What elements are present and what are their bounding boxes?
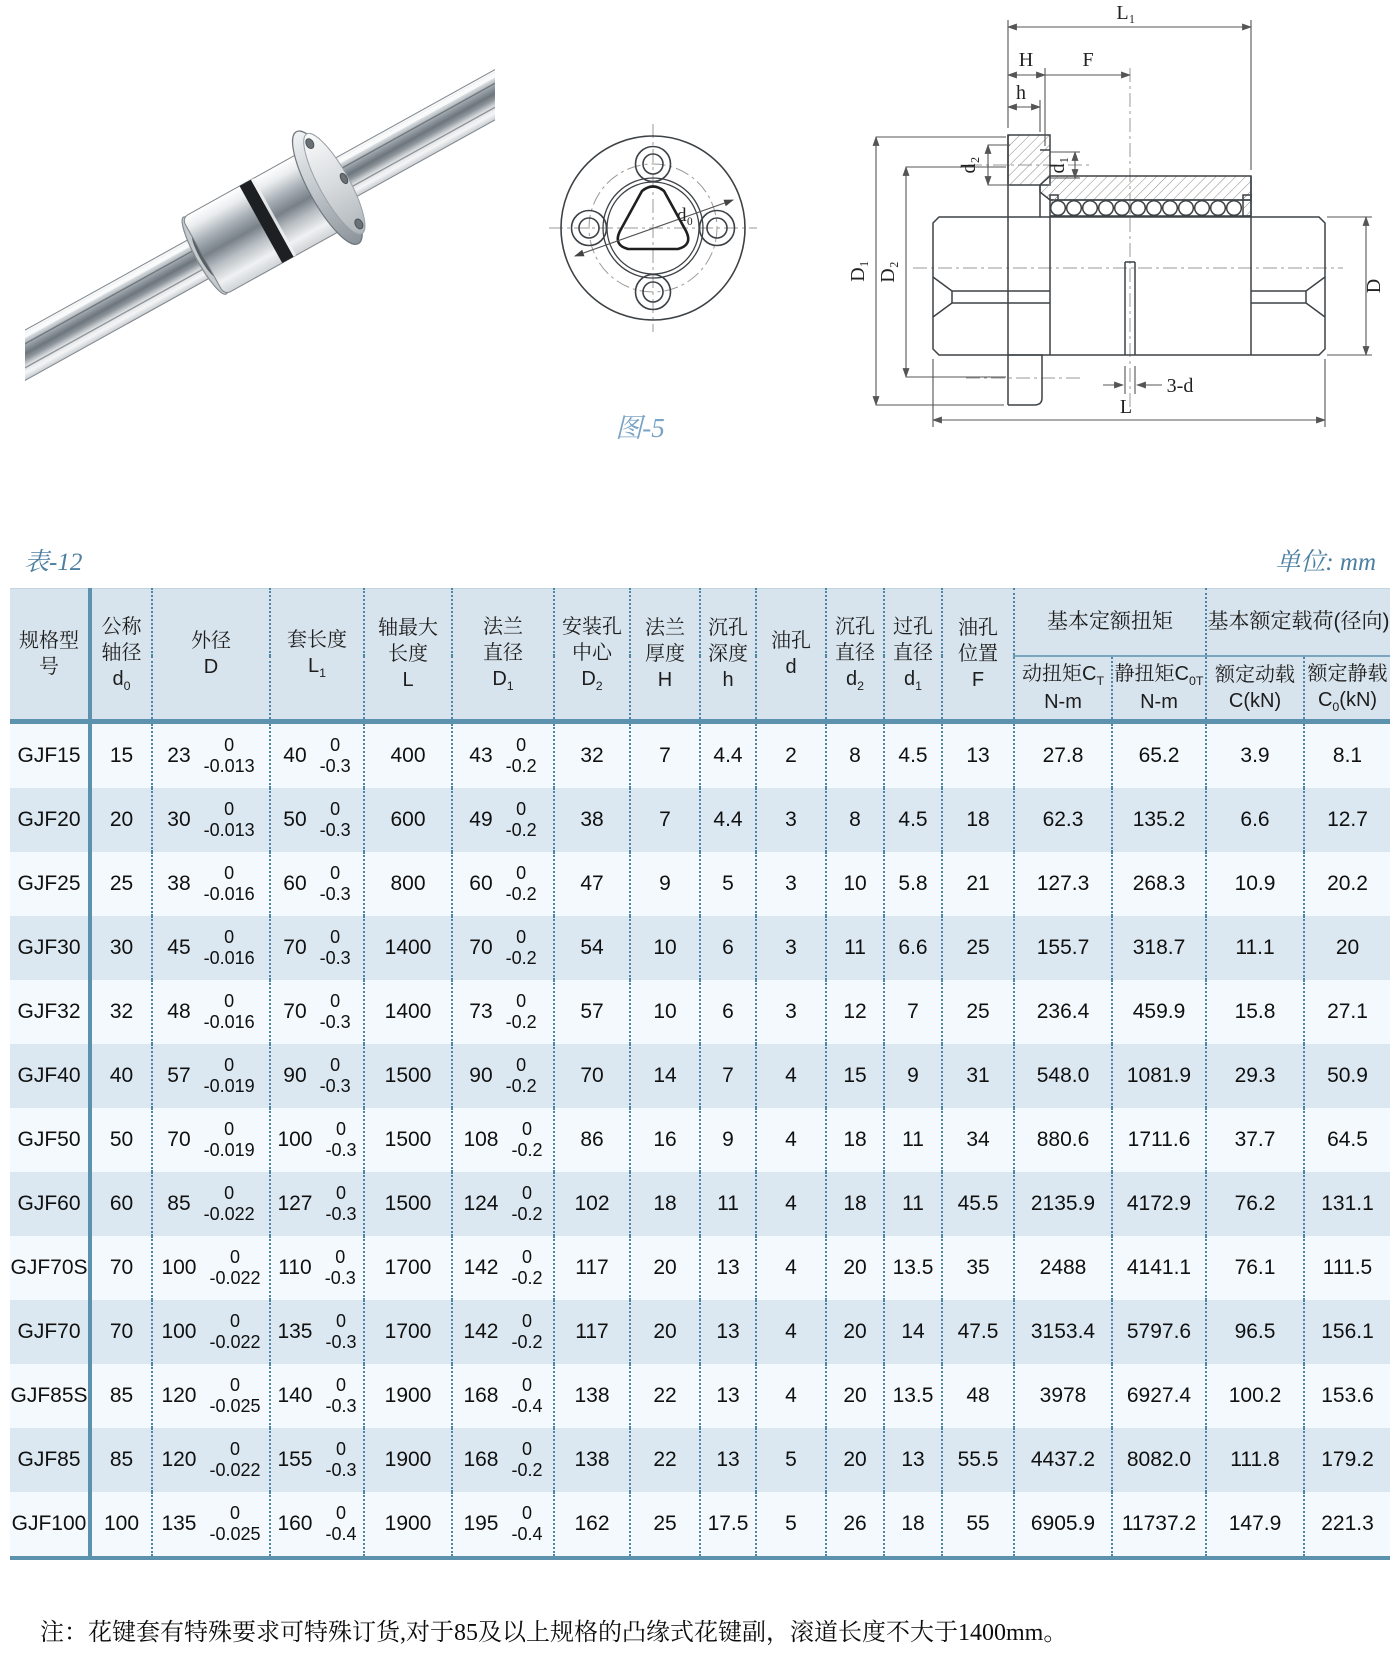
column-header-L: 轴最大 长度 L xyxy=(364,589,452,722)
cell-GJF70-C0: 156.1 xyxy=(1304,1300,1390,1364)
table-row-GJF30 xyxy=(10,916,1390,980)
table-row-GJF70S xyxy=(10,1236,1390,1300)
cell-GJF50-D1: 108 0 -0.2 xyxy=(452,1108,554,1172)
cell-GJF30-CT: 155.7 xyxy=(1014,916,1112,980)
cell-GJF30-C0T: 318.7 xyxy=(1112,916,1206,980)
table-row-GJF50 xyxy=(10,1108,1390,1172)
cell-GJF15-D1: 43 0 -0.2 xyxy=(452,722,554,789)
cell-GJF20-d: 3 xyxy=(756,788,826,852)
cell-GJF70-d2: 20 xyxy=(826,1300,884,1364)
table-row-GJF85 xyxy=(10,1428,1390,1492)
cell-GJF100-H: 25 xyxy=(630,1492,700,1558)
cell-GJF70S-CT: 2488 xyxy=(1014,1236,1112,1300)
cell-GJF25-L1: 60 0 -0.3 xyxy=(270,852,364,916)
table-row-GJF20 xyxy=(10,788,1390,852)
cell-GJF70S-D2: 117 xyxy=(554,1236,630,1300)
dim-label-d0: d₀ xyxy=(677,205,694,226)
cell-GJF50-L1: 100 0 -0.3 xyxy=(270,1108,364,1172)
cell-GJF50-D: 70 0 -0.019 xyxy=(152,1108,270,1172)
unit-label: 单位: mm xyxy=(1275,549,1376,576)
cell-GJF30-C: 11.1 xyxy=(1206,916,1304,980)
cell-GJF30-D1: 70 0 -0.2 xyxy=(452,916,554,980)
cell-GJF70-L1: 135 0 -0.3 xyxy=(270,1300,364,1364)
cell-GJF25-C0: 20.2 xyxy=(1304,852,1390,916)
cell-GJF100-C0T: 11737.2 xyxy=(1112,1492,1206,1558)
table-row-GJF100 xyxy=(10,1492,1390,1558)
cell-GJF32-H: 10 xyxy=(630,980,700,1044)
cell-GJF60-C0: 131.1 xyxy=(1304,1172,1390,1236)
column-header-L1: 套长度 $L_1$ xyxy=(270,589,364,722)
cell-GJF70-D2: 117 xyxy=(554,1300,630,1364)
centerlines xyxy=(913,68,1343,410)
cell-GJF15-D: 23 0 -0.013 xyxy=(152,722,270,789)
cell-GJF85-d: 5 xyxy=(756,1428,826,1492)
cell-GJF100-D2: 162 xyxy=(554,1492,630,1558)
cell-GJF40-C0T: 1081.9 xyxy=(1112,1044,1206,1108)
cell-GJF32-CT: 236.4 xyxy=(1014,980,1112,1044)
cell-GJF100-d: 5 xyxy=(756,1492,826,1558)
cell-GJF40-L: 1500 xyxy=(364,1044,452,1108)
cell-GJF85S-D: 120 0 -0.025 xyxy=(152,1364,270,1428)
cell-GJF85S-CT: 3978 xyxy=(1014,1364,1112,1428)
column-header-F: 油孔 位置 F xyxy=(942,589,1014,722)
cell-GJF70-d1: 14 xyxy=(884,1300,942,1364)
cell-GJF15-D2: 32 xyxy=(554,722,630,789)
cell-GJF70-D1: 142 0 -0.2 xyxy=(452,1300,554,1364)
cell-GJF40-d2: 15 xyxy=(826,1044,884,1108)
cell-GJF20-C0T: 135.2 xyxy=(1112,788,1206,852)
cell-GJF70S-d1: 13.5 xyxy=(884,1236,942,1300)
nut-section-hatch xyxy=(1040,176,1251,200)
cell-GJF70S-D: 100 0 -0.022 xyxy=(152,1236,270,1300)
cell-GJF85S-L: 1900 xyxy=(364,1364,452,1428)
cell-GJF32-d0: 32 xyxy=(90,980,152,1044)
cell-GJF85-D2: 138 xyxy=(554,1428,630,1492)
cell-GJF70-model: GJF70 xyxy=(10,1300,90,1364)
spec-table xyxy=(10,588,1390,1560)
group-header-0: 基本定额扭矩 xyxy=(1014,589,1206,657)
cell-GJF85-F: 55.5 xyxy=(942,1428,1014,1492)
cell-GJF15-h: 4.4 xyxy=(700,722,756,789)
cell-GJF25-h: 5 xyxy=(700,852,756,916)
front-view-drawing xyxy=(505,60,805,395)
cell-GJF60-d1: 11 xyxy=(884,1172,942,1236)
column-header-model: 规格型号 xyxy=(10,589,90,722)
cell-GJF70S-model: GJF70S xyxy=(10,1236,90,1300)
cell-GJF40-model: GJF40 xyxy=(10,1044,90,1108)
cell-GJF32-d: 3 xyxy=(756,980,826,1044)
cell-GJF85-d0: 85 xyxy=(90,1428,152,1492)
cell-GJF40-C0: 50.9 xyxy=(1304,1044,1390,1108)
cell-GJF85-CT: 4437.2 xyxy=(1014,1428,1112,1492)
cell-GJF50-L: 1500 xyxy=(364,1108,452,1172)
cell-GJF32-F: 25 xyxy=(942,980,1014,1044)
cell-GJF40-d0: 40 xyxy=(90,1044,152,1108)
cell-GJF85-C0: 179.2 xyxy=(1304,1428,1390,1492)
cell-GJF32-C0: 27.1 xyxy=(1304,980,1390,1044)
cell-GJF20-d0: 20 xyxy=(90,788,152,852)
column-header-d: 油孔 d xyxy=(756,589,826,722)
cell-GJF40-D1: 90 0 -0.2 xyxy=(452,1044,554,1108)
cell-GJF85-d2: 20 xyxy=(826,1428,884,1492)
cell-GJF30-model: GJF30 xyxy=(10,916,90,980)
photo-rotated-group xyxy=(25,40,495,390)
cell-GJF40-D: 57 0 -0.019 xyxy=(152,1044,270,1108)
cell-GJF70-D: 100 0 -0.022 xyxy=(152,1300,270,1364)
cell-GJF15-C0T: 65.2 xyxy=(1112,722,1206,789)
cell-GJF70S-d2: 20 xyxy=(826,1236,884,1300)
cell-GJF100-C: 147.9 xyxy=(1206,1492,1304,1558)
cell-GJF60-C: 76.2 xyxy=(1206,1172,1304,1236)
table-label: 表-12 xyxy=(24,549,83,576)
cell-GJF60-h: 11 xyxy=(700,1172,756,1236)
dim-label-h: h xyxy=(1016,82,1026,104)
cell-GJF70-CT: 3153.4 xyxy=(1014,1300,1112,1364)
cell-GJF50-C0: 64.5 xyxy=(1304,1108,1390,1172)
dim-label-d2: d₂ xyxy=(958,156,980,174)
cell-GJF100-D: 135 0 -0.025 xyxy=(152,1492,270,1558)
dim-label-F: F xyxy=(1082,49,1094,71)
oil-port-boss xyxy=(1008,135,1050,185)
cell-GJF85S-h: 13 xyxy=(700,1364,756,1428)
cell-GJF25-d1: 5.8 xyxy=(884,852,942,916)
cell-GJF15-H: 7 xyxy=(630,722,700,789)
cell-GJF60-C0T: 4172.9 xyxy=(1112,1172,1206,1236)
cell-GJF25-D2: 47 xyxy=(554,852,630,916)
cell-GJF70S-h: 13 xyxy=(700,1236,756,1300)
cell-GJF70S-C0T: 4141.1 xyxy=(1112,1236,1206,1300)
cell-GJF30-d: 3 xyxy=(756,916,826,980)
cell-GJF85-H: 22 xyxy=(630,1428,700,1492)
table-row-GJF25 xyxy=(10,852,1390,916)
cell-GJF85-D1: 168 0 -0.2 xyxy=(452,1428,554,1492)
cell-GJF30-d0: 30 xyxy=(90,916,152,980)
cell-GJF60-CT: 2135.9 xyxy=(1014,1172,1112,1236)
cell-GJF32-C0T: 459.9 xyxy=(1112,980,1206,1044)
cell-GJF40-D2: 70 xyxy=(554,1044,630,1108)
cell-GJF20-L: 600 xyxy=(364,788,452,852)
sub-header-1: 静扭矩$C_{0T}$ N-m xyxy=(1112,656,1206,722)
cell-GJF60-D: 85 0 -0.022 xyxy=(152,1172,270,1236)
cell-GJF50-C: 37.7 xyxy=(1206,1108,1304,1172)
cell-GJF85S-C0T: 6927.4 xyxy=(1112,1364,1206,1428)
dim-label-H: H xyxy=(1018,49,1034,71)
column-header-d0: 公称 轴径 $d_0$ xyxy=(90,589,152,722)
sub-header-2: 额定动载 C(kN) xyxy=(1206,656,1304,722)
cell-GJF20-C0: 12.7 xyxy=(1304,788,1390,852)
cell-GJF70S-L1: 110 0 -0.3 xyxy=(270,1236,364,1300)
cell-GJF70-F: 47.5 xyxy=(942,1300,1014,1364)
cell-GJF32-d1: 7 xyxy=(884,980,942,1044)
cell-GJF20-C: 6.6 xyxy=(1206,788,1304,852)
cell-GJF25-H: 9 xyxy=(630,852,700,916)
cell-GJF60-L: 1500 xyxy=(364,1172,452,1236)
cell-GJF40-d: 4 xyxy=(756,1044,826,1108)
cell-GJF25-d0: 25 xyxy=(90,852,152,916)
dim-label-D1: D₁ xyxy=(847,260,869,282)
spec-table-header xyxy=(10,589,1390,722)
sub-header-3: 额定静载 $C_0(kN)$ xyxy=(1304,656,1390,722)
cell-GJF50-D2: 86 xyxy=(554,1108,630,1172)
cell-GJF20-H: 7 xyxy=(630,788,700,852)
cell-GJF25-L: 800 xyxy=(364,852,452,916)
column-header-D: 外径 D xyxy=(152,589,270,722)
cell-GJF20-D1: 49 0 -0.2 xyxy=(452,788,554,852)
cell-GJF50-H: 16 xyxy=(630,1108,700,1172)
figure-area xyxy=(0,0,1400,462)
sub-header-0: 动扭矩$C_T$ N-m xyxy=(1014,656,1112,722)
cell-GJF15-C0: 8.1 xyxy=(1304,722,1390,789)
cell-GJF15-d: 2 xyxy=(756,722,826,789)
cell-GJF40-H: 14 xyxy=(630,1044,700,1108)
cell-GJF85-h: 13 xyxy=(700,1428,756,1492)
cell-GJF85-L: 1900 xyxy=(364,1428,452,1492)
column-header-D1: 法兰 直径 $D_1$ xyxy=(452,589,554,722)
cell-GJF70S-d0: 70 xyxy=(90,1236,152,1300)
cell-GJF50-h: 9 xyxy=(700,1108,756,1172)
table-row-GJF15 xyxy=(10,722,1390,789)
cell-GJF100-CT: 6905.9 xyxy=(1014,1492,1112,1558)
cell-GJF70S-H: 20 xyxy=(630,1236,700,1300)
cell-GJF25-C: 10.9 xyxy=(1206,852,1304,916)
cell-GJF20-CT: 62.3 xyxy=(1014,788,1112,852)
cell-GJF20-h: 4.4 xyxy=(700,788,756,852)
cell-GJF70-C: 96.5 xyxy=(1206,1300,1304,1364)
dim-label-L: L xyxy=(1119,396,1133,418)
cell-GJF100-L: 1900 xyxy=(364,1492,452,1558)
cell-GJF30-H: 10 xyxy=(630,916,700,980)
cell-GJF50-d: 4 xyxy=(756,1108,826,1172)
cell-GJF50-model: GJF50 xyxy=(10,1108,90,1172)
footnote: 注：花键套有特殊要求可特殊订货,对于85及以上规格的凸缘式花键副，滚道长度不大于1400mm。 xyxy=(40,1620,1068,1646)
cell-GJF60-L1: 127 0 -0.3 xyxy=(270,1172,364,1236)
cell-GJF30-D2: 54 xyxy=(554,916,630,980)
cell-GJF25-C0T: 268.3 xyxy=(1112,852,1206,916)
cell-GJF30-L: 1400 xyxy=(364,916,452,980)
cell-GJF15-C: 3.9 xyxy=(1206,722,1304,789)
cell-GJF85-C0T: 8082.0 xyxy=(1112,1428,1206,1492)
column-header-d1h: 过孔 直径 $d_1$ xyxy=(884,589,942,722)
column-header-d2h: 沉孔 直径 $d_2$ xyxy=(826,589,884,722)
cell-GJF40-C: 29.3 xyxy=(1206,1044,1304,1108)
cell-GJF25-D1: 60 0 -0.2 xyxy=(452,852,554,916)
cell-GJF70-C0T: 5797.6 xyxy=(1112,1300,1206,1364)
cell-GJF100-d2: 26 xyxy=(826,1492,884,1558)
cell-GJF30-F: 25 xyxy=(942,916,1014,980)
cell-GJF70-h: 13 xyxy=(700,1300,756,1364)
cell-GJF15-d1: 4.5 xyxy=(884,722,942,789)
cell-GJF20-model: GJF20 xyxy=(10,788,90,852)
cell-GJF60-D2: 102 xyxy=(554,1172,630,1236)
cell-GJF70S-F: 35 xyxy=(942,1236,1014,1300)
cell-GJF100-d1: 18 xyxy=(884,1492,942,1558)
cell-GJF25-D: 38 0 -0.016 xyxy=(152,852,270,916)
cell-GJF30-d1: 6.6 xyxy=(884,916,942,980)
cell-GJF50-d1: 11 xyxy=(884,1108,942,1172)
cell-GJF15-L: 400 xyxy=(364,722,452,789)
cell-GJF85S-C0: 153.6 xyxy=(1304,1364,1390,1428)
cell-GJF100-h: 17.5 xyxy=(700,1492,756,1558)
cell-GJF20-F: 18 xyxy=(942,788,1014,852)
cell-GJF40-d1: 9 xyxy=(884,1044,942,1108)
cell-GJF85S-C: 100.2 xyxy=(1206,1364,1304,1428)
cell-GJF70S-L: 1700 xyxy=(364,1236,452,1300)
cell-GJF32-L: 1400 xyxy=(364,980,452,1044)
cell-GJF30-h: 6 xyxy=(700,916,756,980)
cell-GJF20-L1: 50 0 -0.3 xyxy=(270,788,364,852)
cell-GJF70-d: 4 xyxy=(756,1300,826,1364)
cell-GJF85S-L1: 140 0 -0.3 xyxy=(270,1364,364,1428)
cell-GJF60-F: 45.5 xyxy=(942,1172,1014,1236)
cell-GJF85S-H: 22 xyxy=(630,1364,700,1428)
section-view-drawing xyxy=(818,0,1398,455)
cell-GJF60-model: GJF60 xyxy=(10,1172,90,1236)
cell-GJF40-h: 7 xyxy=(700,1044,756,1108)
group-header-1: 基本额定载荷(径向) xyxy=(1206,589,1390,657)
cell-GJF50-C0T: 1711.6 xyxy=(1112,1108,1206,1172)
cell-GJF85S-d0: 85 xyxy=(90,1364,152,1428)
dim-label-L1: L₁ xyxy=(1116,2,1136,24)
cell-GJF15-d2: 8 xyxy=(826,722,884,789)
cell-GJF25-CT: 127.3 xyxy=(1014,852,1112,916)
table-row-GJF40 xyxy=(10,1044,1390,1108)
cell-GJF20-d2: 8 xyxy=(826,788,884,852)
cell-GJF50-d2: 18 xyxy=(826,1108,884,1172)
cell-GJF85S-d2: 20 xyxy=(826,1364,884,1428)
cell-GJF15-CT: 27.8 xyxy=(1014,722,1112,789)
cell-GJF85S-model: GJF85S xyxy=(10,1364,90,1428)
cell-GJF60-d: 4 xyxy=(756,1172,826,1236)
cell-GJF60-D1: 124 0 -0.2 xyxy=(452,1172,554,1236)
table-label-row xyxy=(24,542,1376,578)
table-row-GJF70 xyxy=(10,1300,1390,1364)
dim-label-d1: d₁ xyxy=(1047,156,1069,174)
cell-GJF32-d2: 12 xyxy=(826,980,884,1044)
cell-GJF25-d: 3 xyxy=(756,852,826,916)
outer-cylinder-body xyxy=(933,217,1325,355)
cell-GJF100-d0: 100 xyxy=(90,1492,152,1558)
cell-GJF85-C: 111.8 xyxy=(1206,1428,1304,1492)
cell-GJF50-CT: 880.6 xyxy=(1014,1108,1112,1172)
cell-GJF100-model: GJF100 xyxy=(10,1492,90,1558)
cell-GJF32-D: 48 0 -0.016 xyxy=(152,980,270,1044)
cell-GJF30-d2: 11 xyxy=(826,916,884,980)
cell-GJF15-F: 13 xyxy=(942,722,1014,789)
cell-GJF85-D: 120 0 -0.022 xyxy=(152,1428,270,1492)
cell-GJF60-H: 18 xyxy=(630,1172,700,1236)
cell-GJF25-d2: 10 xyxy=(826,852,884,916)
cell-GJF30-D: 45 0 -0.016 xyxy=(152,916,270,980)
bore-steps xyxy=(1050,217,1251,355)
cell-GJF70S-D1: 142 0 -0.2 xyxy=(452,1236,554,1300)
cell-GJF40-CT: 548.0 xyxy=(1014,1044,1112,1108)
cell-GJF60-d0: 60 xyxy=(90,1172,152,1236)
cell-GJF15-d0: 15 xyxy=(90,722,152,789)
cell-GJF100-C0: 221.3 xyxy=(1304,1492,1390,1558)
spline-shaft-photo xyxy=(25,40,495,390)
cell-GJF70-d0: 70 xyxy=(90,1300,152,1364)
cell-GJF32-L1: 70 0 -0.3 xyxy=(270,980,364,1044)
cell-GJF100-F: 55 xyxy=(942,1492,1014,1558)
dim-label-3d: 3-d xyxy=(1166,375,1194,397)
cell-GJF32-C: 15.8 xyxy=(1206,980,1304,1044)
flange-leg xyxy=(1008,355,1042,405)
column-header-H: 法兰 厚度 H xyxy=(630,589,700,722)
cell-GJF70-H: 20 xyxy=(630,1300,700,1364)
cell-GJF32-D1: 73 0 -0.2 xyxy=(452,980,554,1044)
cell-GJF85-model: GJF85 xyxy=(10,1428,90,1492)
dim-label-D2: D₂ xyxy=(877,261,899,283)
cell-GJF70S-d: 4 xyxy=(756,1236,826,1300)
cell-GJF50-d0: 50 xyxy=(90,1108,152,1172)
cell-GJF32-D2: 57 xyxy=(554,980,630,1044)
table-row-GJF85S xyxy=(10,1364,1390,1428)
spec-table-body xyxy=(10,722,1390,1559)
cell-GJF100-D1: 195 0 -0.4 xyxy=(452,1492,554,1558)
cell-GJF30-L1: 70 0 -0.3 xyxy=(270,916,364,980)
cell-GJF70S-C: 76.1 xyxy=(1206,1236,1304,1300)
column-header-D2: 安装孔 中心 $D_2$ xyxy=(554,589,630,722)
cell-GJF40-F: 31 xyxy=(942,1044,1014,1108)
cell-GJF25-F: 21 xyxy=(942,852,1014,916)
cell-GJF85-L1: 155 0 -0.3 xyxy=(270,1428,364,1492)
cell-GJF85S-D2: 138 xyxy=(554,1364,630,1428)
cell-GJF32-h: 6 xyxy=(700,980,756,1044)
figure-caption: 图-5 xyxy=(615,413,665,443)
cell-GJF85S-d: 4 xyxy=(756,1364,826,1428)
table-row-GJF60 xyxy=(10,1172,1390,1236)
dimension-lines xyxy=(876,20,1372,427)
cell-GJF85-d1: 13 xyxy=(884,1428,942,1492)
cell-GJF85S-D1: 168 0 -0.4 xyxy=(452,1364,554,1428)
cell-GJF60-d2: 18 xyxy=(826,1172,884,1236)
section-outline xyxy=(933,135,1325,405)
cell-GJF20-d1: 4.5 xyxy=(884,788,942,852)
cell-GJF40-L1: 90 0 -0.3 xyxy=(270,1044,364,1108)
cell-GJF100-L1: 160 0 -0.4 xyxy=(270,1492,364,1558)
cell-GJF20-D2: 38 xyxy=(554,788,630,852)
cell-GJF15-model: GJF15 xyxy=(10,722,90,789)
cell-GJF50-F: 34 xyxy=(942,1108,1014,1172)
cell-GJF85S-d1: 13.5 xyxy=(884,1364,942,1428)
cell-GJF32-model: GJF32 xyxy=(10,980,90,1044)
cell-GJF20-D: 30 0 -0.013 xyxy=(152,788,270,852)
cell-GJF85S-F: 48 xyxy=(942,1364,1014,1428)
dim-label-D: D xyxy=(1363,278,1385,294)
column-header-h: 沉孔 深度 h xyxy=(700,589,756,722)
cell-GJF70S-C0: 111.5 xyxy=(1304,1236,1390,1300)
cell-GJF70-L: 1700 xyxy=(364,1300,452,1364)
cell-GJF25-model: GJF25 xyxy=(10,852,90,916)
table-row-GJF32 xyxy=(10,980,1390,1044)
cell-GJF15-L1: 40 0 -0.3 xyxy=(270,722,364,789)
cell-GJF30-C0: 20 xyxy=(1304,916,1390,980)
